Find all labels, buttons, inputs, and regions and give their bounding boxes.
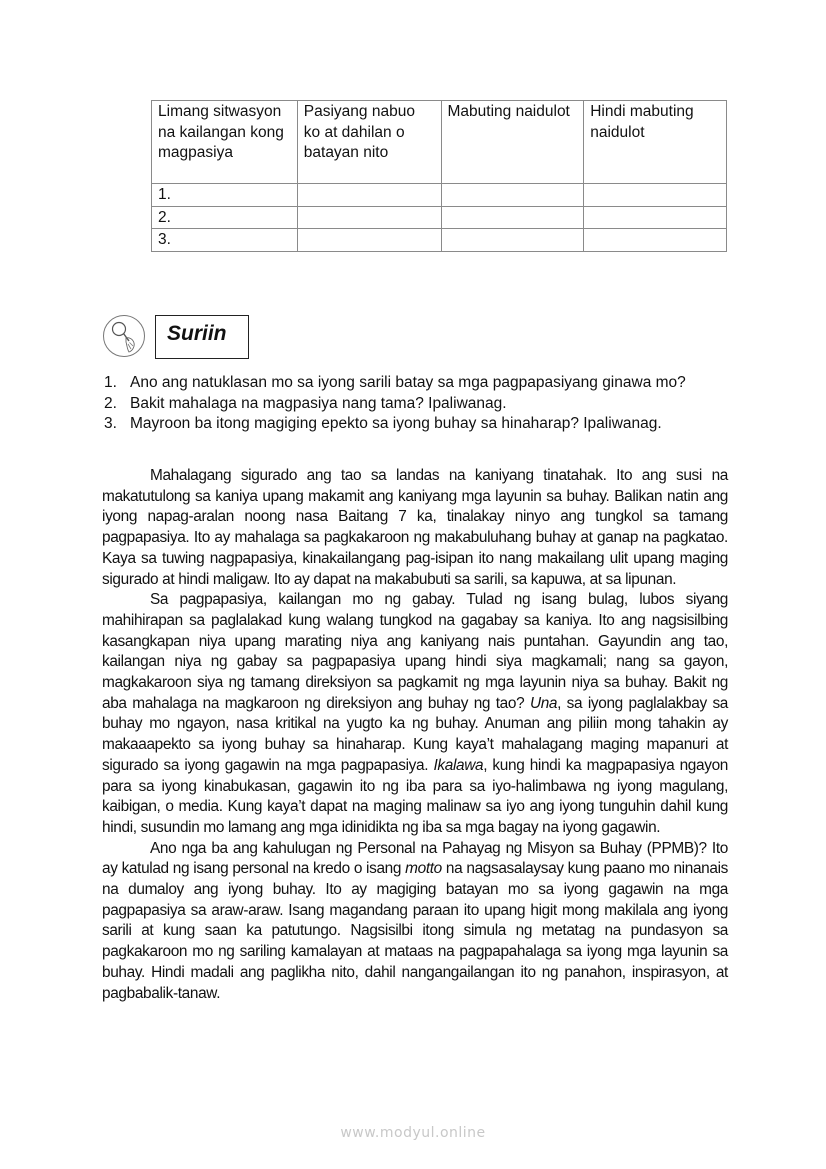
question-text: Mayroon ba itong magiging epekto sa iyong buhay sa hinaharap? Ipaliwanag. [130,415,662,433]
table-cell [441,229,584,252]
table-cell [584,206,727,229]
list-item [104,373,686,394]
table-row [152,206,727,229]
paragraph [102,466,728,590]
magnifying-glass-hand-icon [102,314,146,358]
table-cell: 2. [152,206,298,229]
table-cell [441,184,584,207]
question-text: Ano ang natuklasan mo sa iyong sarili batay sa mga pagpapasiyang ginawa mo? [130,374,686,391]
table-row [152,229,727,252]
paragraph-text: Mahalagang sigurado ang tao sa landas na kaniyang tinatahak. Ito ang susi na makatutulong sa kaniya upang makamit ang kaniyang mga layunin sa buhay. Balikan natin ang iyong napag-aralan noong nasa Baitang 7 ka, tinalakay ninyo ang tungkol sa tamang pagpapasiya. Ito ay mahalaga sa pagkakaroon ng makabuluhang buhay at ganap na pagkatao. Kaya sa tuwing nagpapasiya, kinakailangang pag-isipan ito nang makailang ulit upang maging sigurado at hindi maligaw. Ito ay dapat na makabubuti sa sarili, sa kapuwa, at sa lipunan. [102,467,728,588]
table-cell: 1. [152,184,298,207]
list-item [104,414,686,435]
table-cell [297,229,441,252]
paragraph-text: , kung hindi ka magpapasiya ngayon para sa iyong kinabukasan, gagawin ito ng iba para sa iyo-halimbawa ng iyong magulang, kaibigan, o media. Kung kaya’t dapat na maging malinaw sa iyo ang iyong tunguhin dahil kung hindi, susundin mo lamang ang mga idinidikta ng iba sa mga bagay na iyong gagawin. [102,756,728,836]
question-number: 1. [104,374,117,391]
table-header-row [152,101,727,184]
table-cell [584,229,727,252]
paragraph [102,839,728,1005]
list-item [104,394,686,415]
table-cell [584,184,727,207]
emphasis-text: motto [405,860,442,878]
table-header-cell: Mabuting naidulot [441,101,584,184]
paragraph-text: Ano nga ba ang kahulugan ng Personal na Pahayag ng Misyon sa Buhay (PPMB)? Ito ay katulad ng isang personal na kredo o isang [102,839,728,878]
section-title: Suriin [167,322,227,345]
table-header-cell: Hindi mabuting naidulot [584,101,727,184]
table-cell: 3. [152,229,298,252]
emphasis-text: Ikalawa [433,756,484,774]
table-cell [297,184,441,207]
question-number: 2. [104,394,117,412]
table-cell [297,206,441,229]
decision-table [151,100,727,252]
table-row [152,184,727,207]
body-text [102,466,728,1004]
table-cell [441,206,584,229]
paragraph-text: na nagsasalaysay kung paano mo ninanais na dumaloy ang iyong buhay. Ito ay magiging batayan mo sa iyong gagawin na mga pagpapasiya sa araw-araw. Isang magandang paraan ito upang higit mong makilala ang iyong sarili at kung saan ka patutungo. Nagsisilbi itong simula ng metatag na pundasyon sa pagkakaroon mo ng sariling kamalayan at mataas na pagpapahalaga sa iyong mga layunin sa buhay. Hindi madali ang paglikha nito, dahil nangangailangan ito ng panahon, inspirasyon, at pagbabalik-tanaw. [102,860,728,1002]
question-number: 3. [104,415,117,433]
paragraph [102,590,728,838]
paragraph-text: , sa iyong paglalakbay sa buhay mo ngayon, nasa kritikal na yugto ka ng buhay. Anuman ang piliin mong tahakin ay makaaapekto sa iyong buhay sa hinaharap. Kung kaya’t mahalagang maging mapanuri at sigurado sa iyong gagawin na mga pagpapasiya. [102,694,728,774]
section-title-box [155,315,249,359]
table-header-cell: Limang sitwasyon na kailangan kong magpasiya [152,101,298,184]
question-text: Bakit mahalaga na magpasiya nang tama? Ipaliwanag. [130,394,507,412]
question-list [104,373,686,435]
emphasis-text: Una [529,694,558,712]
watermark: www.modyul.online [340,1125,486,1141]
paragraph-text: Sa pagpapasiya, kailangan mo ng gabay. Tulad ng isang bulag, lubos siyang mahihirapan sa paglalakad kung walang tungkod na gagabay sa kaniya. Ito ang nagsisilbing kasangkapan niya upang marating niya ang kaniyang nais puntahan. Gayundin ang tao, kailangan niya ng gabay sa pagpapasiya upang hindi siya magkamali; nang sa gayon, magkakaroon siya ng tamang direksiyon sa pagkamit ng mga layunin niya sa buhay. Bakit ng aba mahalaga na magkaroon ng direksiyon ang buhay ng tao? [102,591,728,712]
table-header-cell: Pasiyang nabuo ko at dahilan o batayan nito [297,101,441,184]
